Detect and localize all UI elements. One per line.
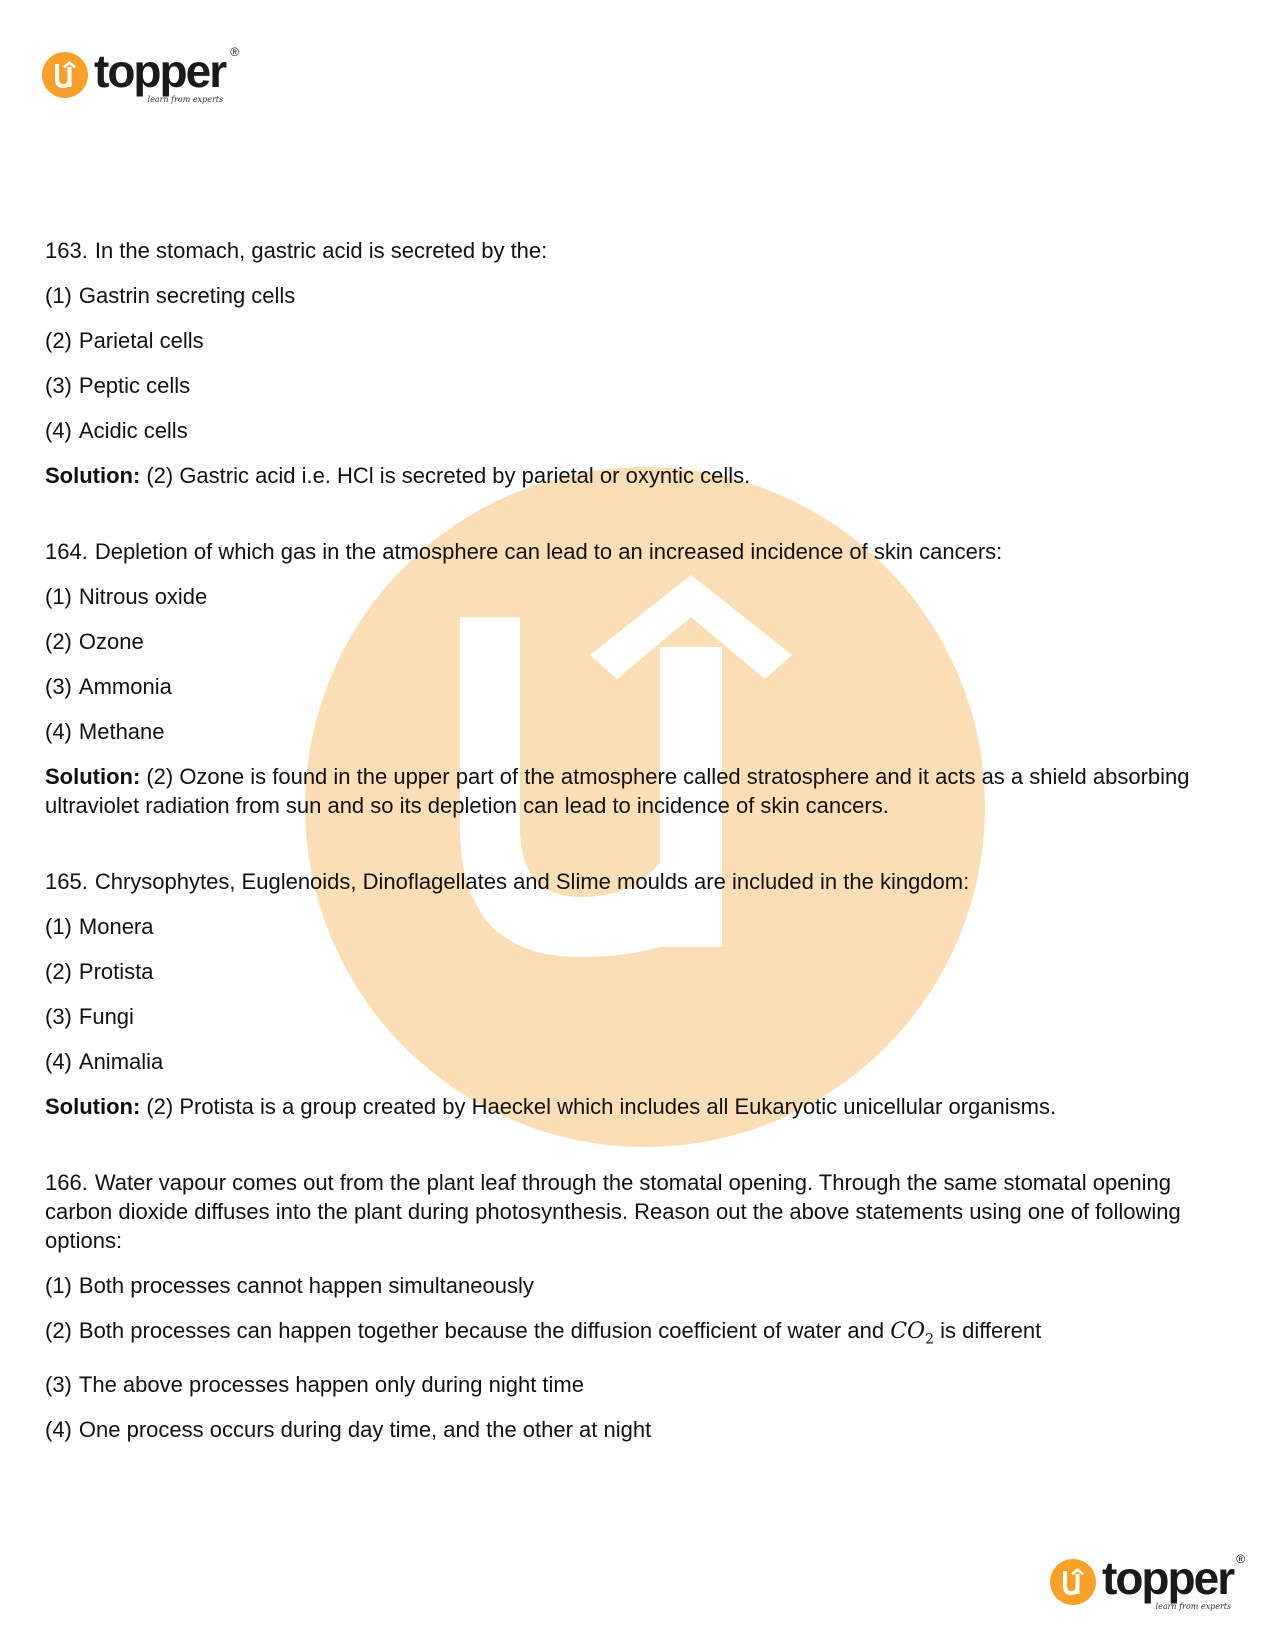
option-1	[45, 1271, 1215, 1300]
option-2	[45, 1316, 1215, 1354]
option-text: Animalia	[78, 1049, 164, 1074]
question-number: 165.	[45, 869, 88, 894]
option-text: Peptic cells	[78, 373, 191, 398]
option-number: (1)	[45, 584, 72, 609]
brand-tagline: learn from experts	[1155, 1602, 1232, 1611]
option-text-end: is different	[933, 1318, 1042, 1343]
question-166	[45, 1168, 1215, 1444]
brand-text: topper	[1102, 1552, 1234, 1604]
brand-name	[1102, 1552, 1246, 1611]
question-164	[45, 537, 1215, 820]
option-text: Ammonia	[78, 674, 172, 699]
option-number: (3)	[45, 373, 72, 398]
question-text	[45, 236, 1215, 265]
registered-mark: ®	[1236, 1552, 1246, 1566]
option-number: (4)	[45, 719, 72, 744]
option-number: (4)	[45, 418, 72, 443]
question-text	[45, 537, 1215, 566]
question-number: 166.	[45, 1170, 88, 1195]
option-3	[45, 1002, 1215, 1031]
option-text: Protista	[78, 959, 154, 984]
question-165	[45, 867, 1215, 1121]
option-4	[45, 717, 1215, 746]
question-stem: Chrysophytes, Euglenoids, Dinoflagellates and Slime moulds are included in the kingdom:	[94, 869, 970, 894]
solution	[45, 1092, 1215, 1121]
option-number: (1)	[45, 1273, 72, 1298]
option-1	[45, 582, 1215, 611]
question-content	[45, 236, 1215, 1491]
option-text: Ozone	[78, 629, 144, 654]
option-text: Methane	[78, 719, 165, 744]
option-number: (1)	[45, 914, 72, 939]
option-number: (2)	[45, 629, 72, 654]
option-number: (4)	[45, 1049, 72, 1074]
topper-u-arrow-icon	[1050, 1559, 1096, 1605]
option-text: Acidic cells	[78, 418, 188, 443]
option-4	[45, 416, 1215, 445]
option-text: Both processes can happen together because the diffusion coefficient of water and	[78, 1318, 891, 1343]
option-number: (3)	[45, 1372, 72, 1398]
solution-label: Solution:	[45, 1094, 141, 1119]
option-text: Nitrous oxide	[78, 584, 208, 609]
option-number: (2)	[45, 1318, 72, 1343]
option-text: Monera	[78, 914, 154, 939]
option-2	[45, 627, 1215, 656]
question-text	[45, 867, 1215, 896]
solution	[45, 461, 1215, 490]
option-text: One process occurs during day time, and the other at night	[78, 1417, 652, 1443]
solution-label: Solution:	[45, 764, 141, 789]
option-number: (3)	[45, 674, 72, 699]
option-1	[45, 912, 1215, 941]
option-text: Parietal cells	[78, 328, 204, 353]
question-stem: Depletion of which gas in the atmosphere can lead to an increased incidence of skin cancers:	[94, 539, 1003, 564]
footer-logo	[1050, 1552, 1246, 1611]
option-number: (4)	[45, 1417, 72, 1443]
question-number: 164.	[45, 539, 88, 564]
question-stem: Water vapour comes out from the plant leaf through the stomatal opening. Through the same stomatal opening carbon dioxide diffuses into the plant during photosynthesis. Reason out the above statements using one of following options:	[45, 1170, 1181, 1253]
option-2	[45, 326, 1215, 355]
brand-tagline: learn from experts	[147, 95, 224, 104]
solution-label: Solution:	[45, 463, 141, 488]
option-1	[45, 281, 1215, 310]
option-2	[45, 957, 1215, 986]
option-number: (2)	[45, 328, 72, 353]
option-number: (1)	[45, 283, 72, 308]
option-3	[45, 1370, 1215, 1399]
formula-base: CO	[890, 1319, 926, 1344]
registered-mark: ®	[230, 45, 240, 59]
brand-text: topper	[94, 45, 226, 97]
solution-text: (2) Ozone is found in the upper part of the atmosphere called stratosphere and it acts as a shield absorbing ultraviolet radiation from sun and so its depletion can lead to incidence of skin cancers.	[45, 764, 1190, 818]
formula-subscript: 2	[925, 1331, 934, 1348]
option-3	[45, 672, 1215, 701]
option-text: Both processes cannot happen simultaneously	[78, 1273, 534, 1298]
question-stem: In the stomach, gastric acid is secreted by the:	[94, 238, 548, 263]
solution-text: (2) Gastric acid i.e. HCl is secreted by parietal or oxyntic cells.	[146, 463, 751, 488]
option-number: (2)	[45, 959, 72, 984]
header-logo	[42, 45, 240, 104]
question-163	[45, 236, 1215, 490]
question-text	[45, 1168, 1215, 1255]
option-4	[45, 1047, 1215, 1076]
option-text: Fungi	[78, 1004, 134, 1029]
option-text: The above processes happen only during night time	[78, 1372, 584, 1398]
option-4	[45, 1415, 1215, 1444]
solution-text: (2) Protista is a group created by Haeckel which includes all Eukaryotic unicellular organisms.	[146, 1094, 1057, 1119]
option-number: (3)	[45, 1004, 72, 1029]
option-3	[45, 371, 1215, 400]
option-text: Gastrin secreting cells	[78, 283, 296, 308]
co2-formula	[890, 1319, 934, 1348]
question-number: 163.	[45, 238, 88, 263]
topper-u-arrow-icon	[42, 52, 88, 98]
brand-name	[94, 45, 240, 104]
solution	[45, 762, 1215, 820]
